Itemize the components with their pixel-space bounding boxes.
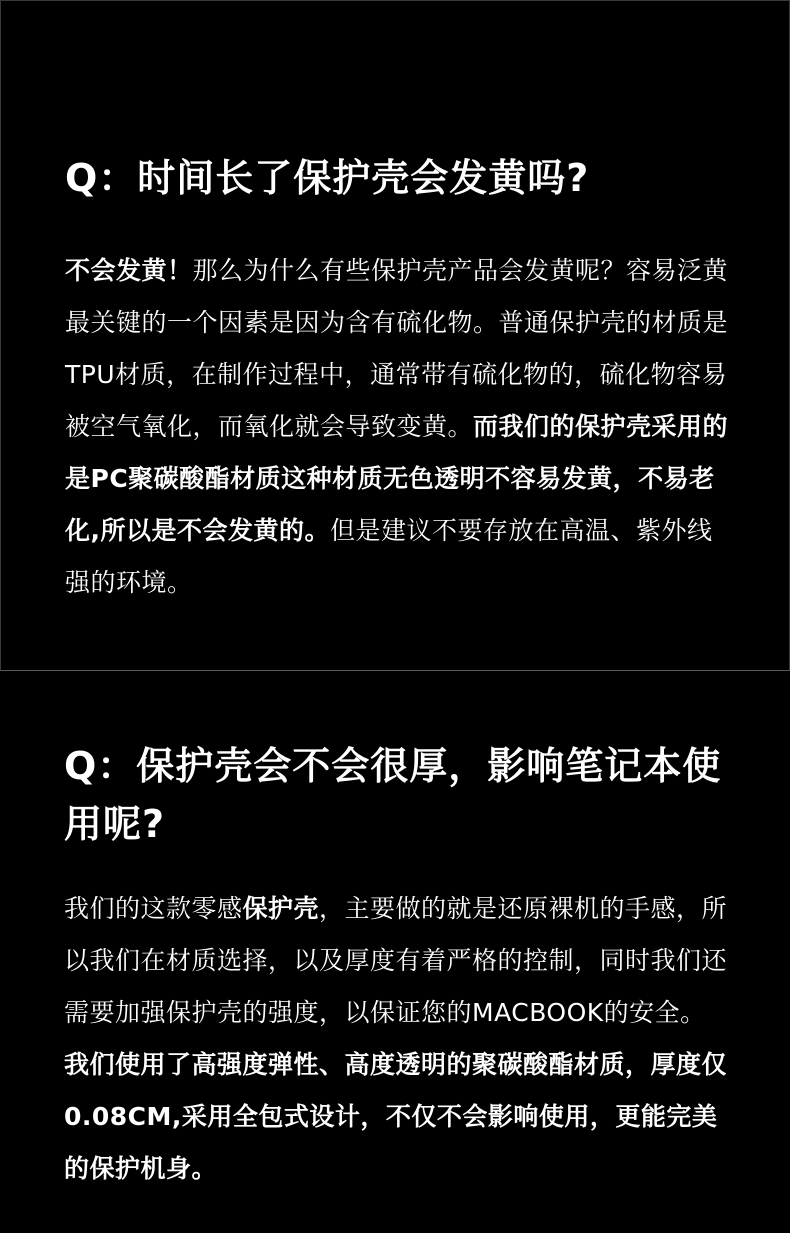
faq-question-yellowing: Q：时间长了保护壳会发黄吗? bbox=[65, 156, 590, 200]
faq-answer-thickness bbox=[64, 883, 730, 1195]
faq-answer-yellowing bbox=[65, 245, 729, 609]
answer-text: 我们的这款零感 bbox=[64, 894, 243, 923]
answer-text: 但是建议不要存放在高温、紫外线强的环境。 bbox=[65, 516, 713, 597]
answer-text-bold: 保护壳 bbox=[242, 894, 320, 923]
answer-text: ，主要做的就是还原裸机的手感，所以我们在材质选择，以及厚度有着严格的控制，同时我们还需要加强保护壳的强度，以保证您的MACBOOK的安全。 bbox=[64, 894, 728, 1027]
answer-text: 那么为什么有些保护壳产品会发黄呢？容易泛黄最关键的一个因素是因为含有硫化物。普通保护壳的材质是TPU材质，在制作过程中，通常带有硫化物的，硫化物容易被空气氧化，而氧化就会导致变黄。 bbox=[65, 256, 729, 441]
faq-section-thickness bbox=[0, 671, 790, 1233]
answer-text-bold: 我们使用了高强度弹性、高度透明的聚碳酸酯材质，厚度仅0.08CM,采用全包式设计，不仅不会影响使用，更能完美的保护机身。 bbox=[64, 1050, 728, 1183]
faq-question-thickness: Q：保护壳会不会很厚，影响笔记本使用呢? bbox=[64, 744, 722, 846]
answer-text-bold: 而我们的保护壳采用的是PC聚碳酸酯材质这种材质无色透明不容易发黄，不易老化,所以是不会发黄的。 bbox=[65, 412, 729, 545]
answer-lead-bold: 不会发黄！ bbox=[65, 256, 193, 285]
